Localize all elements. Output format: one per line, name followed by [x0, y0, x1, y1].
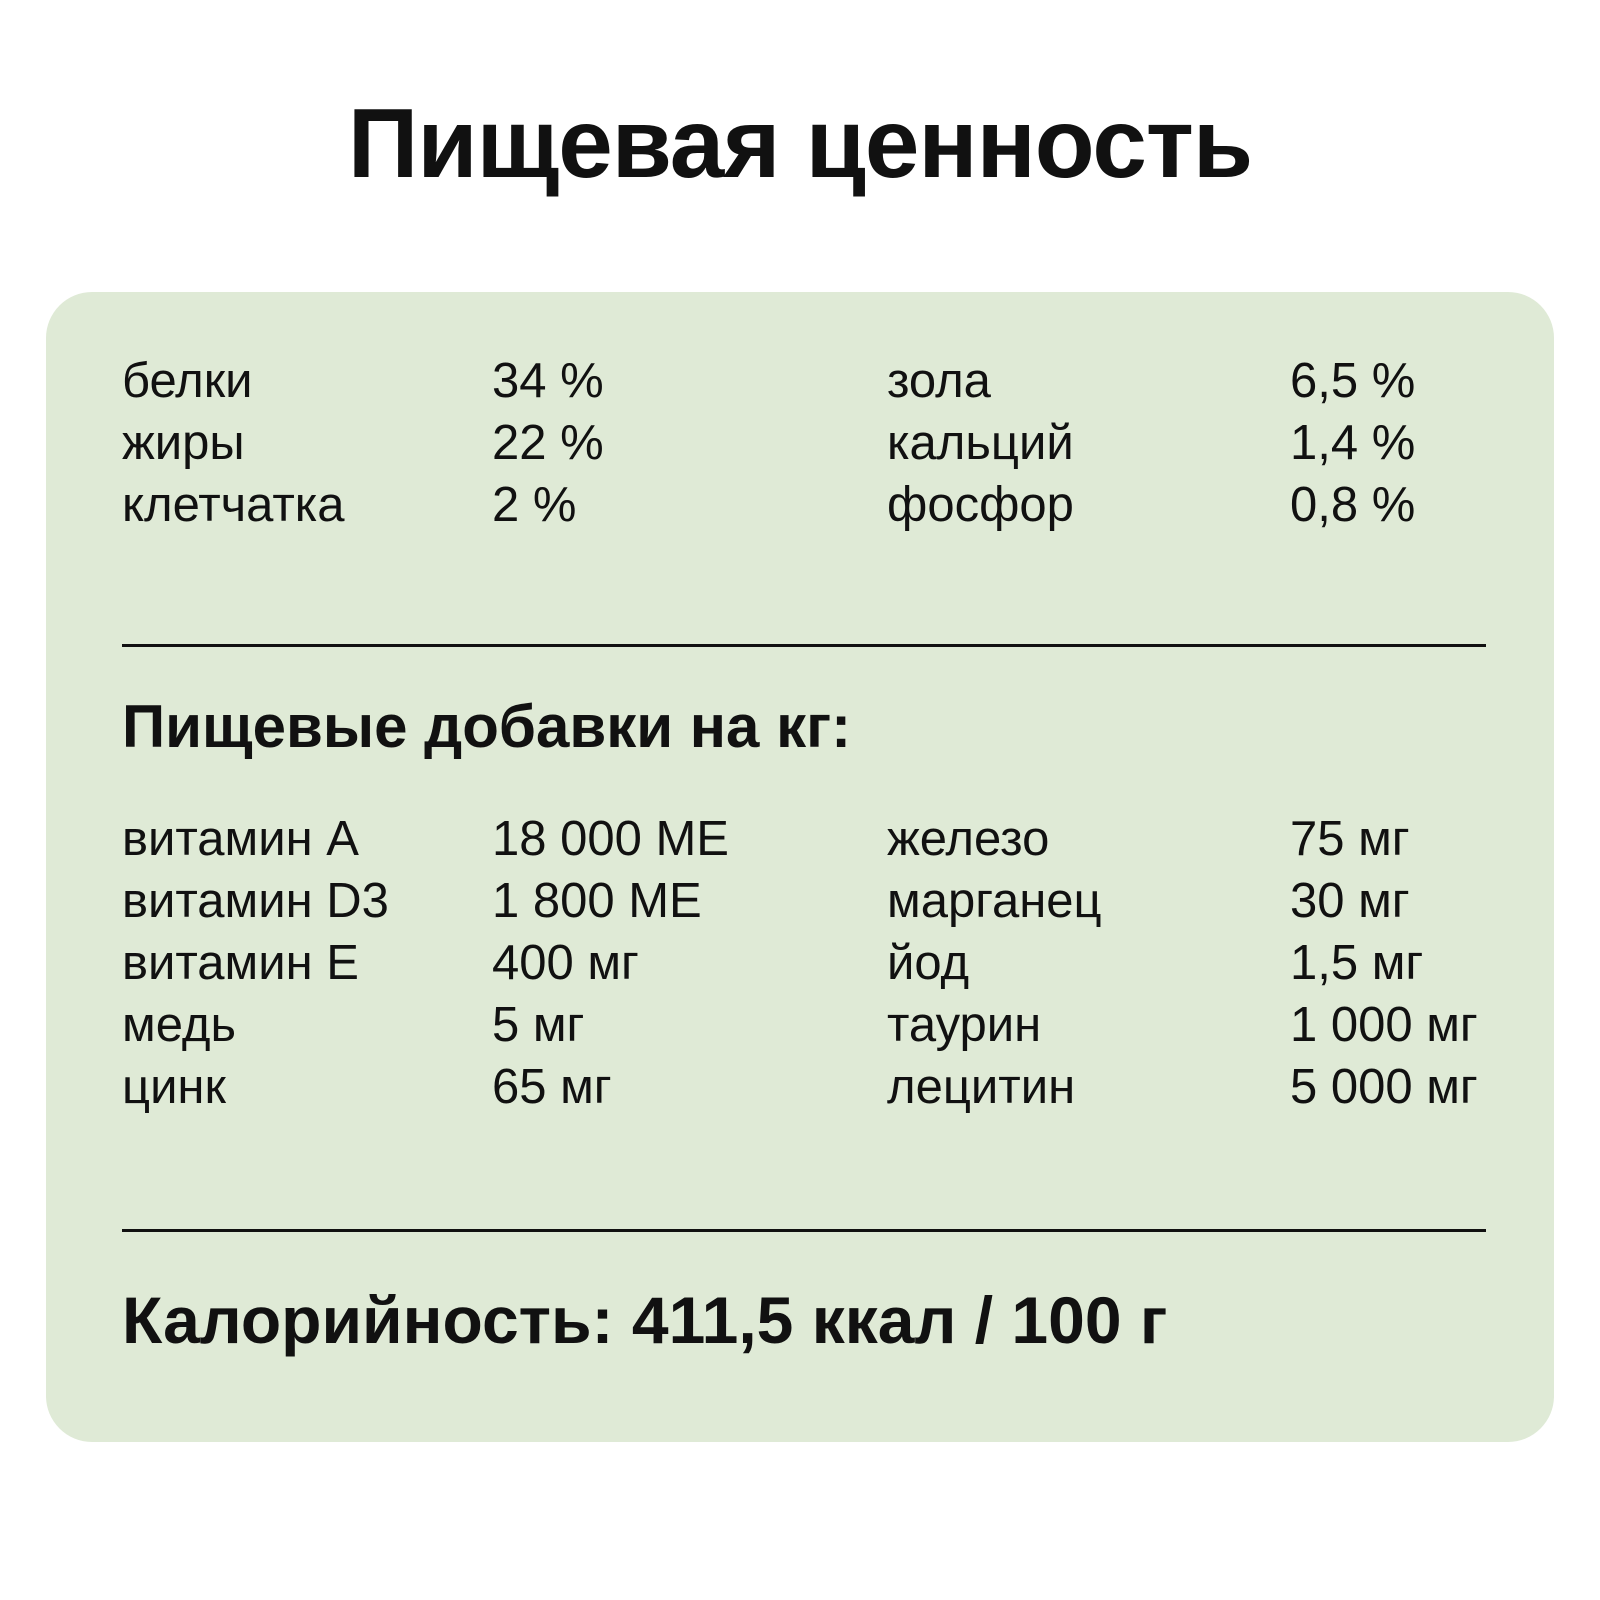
additive-value: 65 мг: [492, 1060, 612, 1114]
additive-name: медь: [122, 998, 236, 1052]
page-title: Пищевая ценность: [347, 88, 1253, 198]
nutrient-value: 34 %: [492, 354, 604, 408]
additive-value: 400 мг: [492, 936, 639, 990]
additive-name: витамин D3: [122, 874, 389, 928]
nutrient-value: 2 %: [492, 478, 577, 532]
nutrient-value: 0,8 %: [1290, 478, 1416, 532]
nutrient-name: зола: [887, 354, 991, 408]
additive-row: [122, 1056, 1542, 1118]
additive-value: 1 000 мг: [1290, 998, 1478, 1052]
nutrient-value: 1,4 %: [1290, 416, 1416, 470]
additive-value: 5 000 мг: [1290, 1060, 1478, 1114]
nutrient-name: фосфор: [887, 478, 1074, 532]
additive-name: цинк: [122, 1060, 226, 1114]
nutrient-row: [122, 350, 1542, 412]
nutrient-name: жиры: [122, 416, 245, 470]
additives-table: [122, 808, 1542, 1118]
additive-value: 1,5 мг: [1290, 936, 1424, 990]
additive-name: витамин Е: [122, 936, 359, 990]
additive-value: 18 000 МЕ: [492, 812, 729, 866]
additive-value: 30 мг: [1290, 874, 1410, 928]
additive-row: [122, 994, 1542, 1056]
additive-name: йод: [887, 936, 970, 990]
nutrient-row: [122, 412, 1542, 474]
additive-row: [122, 932, 1542, 994]
additives-heading: Пищевые добавки на кг:: [122, 693, 852, 760]
calories-text: Калорийность: 411,5 ккал / 100 г: [122, 1283, 1168, 1357]
additive-value: 5 мг: [492, 998, 585, 1052]
additive-name: железо: [887, 812, 1050, 866]
nutrient-value: 22 %: [492, 416, 604, 470]
additive-name: таурин: [887, 998, 1042, 1052]
additive-name: марганец: [887, 874, 1102, 928]
additive-row: [122, 808, 1542, 870]
additive-row: [122, 870, 1542, 932]
section-divider: [122, 644, 1486, 647]
nutrition-card: [46, 292, 1554, 1442]
additive-name: лецитин: [887, 1060, 1076, 1114]
section-divider: [122, 1229, 1486, 1232]
nutrient-name: кальций: [887, 416, 1074, 470]
additive-value: 1 800 МЕ: [492, 874, 702, 928]
nutrient-name: клетчатка: [122, 478, 345, 532]
additive-value: 75 мг: [1290, 812, 1410, 866]
additive-name: витамин А: [122, 812, 359, 866]
nutrient-value: 6,5 %: [1290, 354, 1416, 408]
nutrients-table: [122, 350, 1542, 536]
nutrient-name: белки: [122, 354, 253, 408]
nutrient-row: [122, 474, 1542, 536]
